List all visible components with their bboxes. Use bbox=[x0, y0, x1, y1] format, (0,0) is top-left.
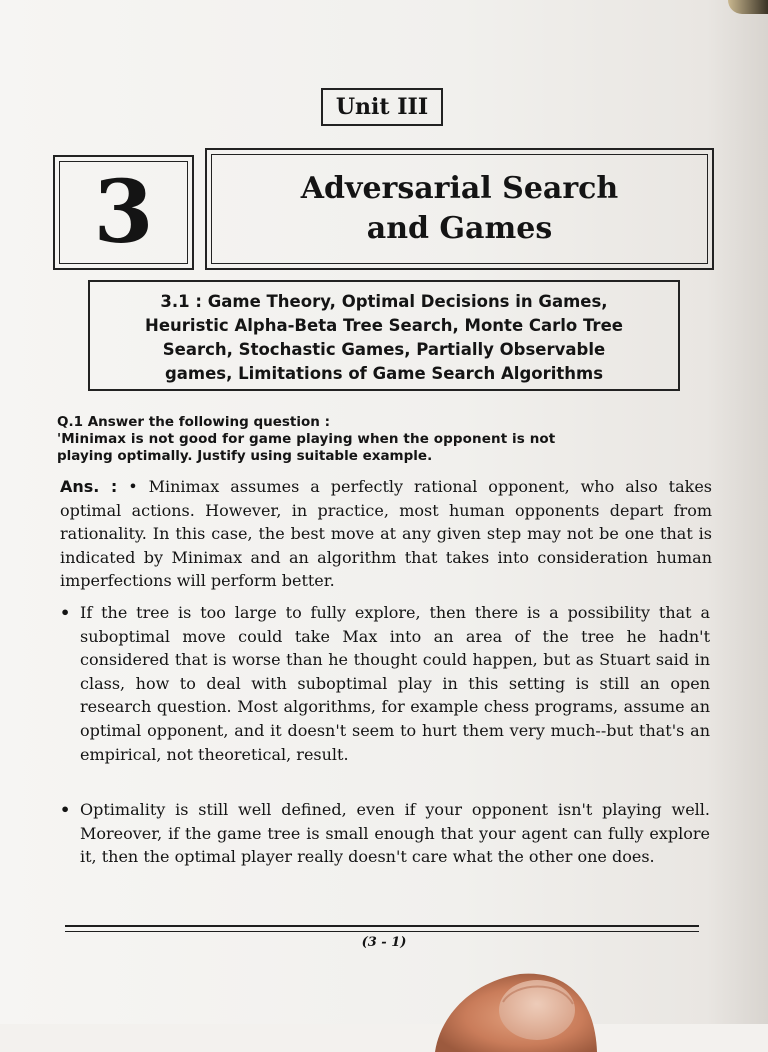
thumb-image bbox=[425, 962, 600, 1052]
question-line-2: playing optimally. Justify using suitable example. bbox=[57, 448, 433, 464]
answer-text: • Minimax assumes a perfectly rational opponent, who also takes optimal actions. However, in practice, most human opponents depart from rationality. In this case, the best move at any given step may not be one that is indicated by Minimax and an algorithm that takes into consideration human imperfections will perform better. bbox=[60, 477, 713, 590]
page-number: (3 - 1) bbox=[361, 935, 407, 950]
chapter-title-line-1: Adversarial Search bbox=[300, 171, 619, 206]
chapter-title-line-2: and Games bbox=[366, 211, 553, 246]
question-line-1: 'Minimax is not good for game playing when the opponent is not bbox=[57, 431, 556, 447]
answer-bullet-1 bbox=[60, 601, 710, 766]
chapter-number-box bbox=[53, 155, 194, 270]
answer-bullet-1-text: If the tree is too large to fully explore, then there is a possibility that a suboptimal move could take Max into an area of the tree he hadn't considered that is worse than he thought could happen, but as Stuart said in class, how to deal with suboptimal play in this setting is still an open research question. Most algorithms, for example chess programs, assume an optimal opponent, and it doesn't seem to hurt them very much--but that's an empirical, not theoretical, result. bbox=[80, 603, 710, 764]
answer-label: Ans. : bbox=[60, 477, 118, 496]
answer-bullet-2-text: Optimality is still well defined, even if your opponent isn't playing well. Moreover, if the game tree is small enough that your agent can fully explore it, then the optimal player really doesn't care what the other one does. bbox=[80, 800, 710, 867]
unit-label bbox=[321, 88, 443, 126]
footer-rule bbox=[65, 925, 699, 927]
unit-text: Unit III bbox=[335, 94, 429, 120]
answer-bullet-2 bbox=[60, 798, 710, 869]
section-topics-box bbox=[88, 280, 680, 391]
question-label: Q.1 Answer the following question : bbox=[57, 414, 330, 430]
topics-line-2: Heuristic Alpha-Beta Tree Search, Monte Carlo Tree bbox=[145, 316, 623, 335]
chapter-number: 3 bbox=[59, 161, 188, 264]
page-edge-shadow bbox=[728, 0, 768, 14]
topics-line-4: games, Limitations of Game Search Algorithms bbox=[164, 364, 604, 383]
chapter-title-box bbox=[205, 148, 714, 270]
answer-paragraph bbox=[60, 475, 712, 593]
topics-line-3: Search, Stochastic Games, Partially Observable bbox=[162, 340, 606, 359]
footer-rule-thin bbox=[65, 931, 699, 932]
question-block bbox=[57, 414, 707, 465]
topics-line-1: 3.1 : Game Theory, Optimal Decisions in Games, bbox=[160, 292, 608, 311]
bullet-dot-icon: • bbox=[60, 603, 71, 622]
chapter-title bbox=[211, 154, 708, 264]
bullet-dot-icon: • bbox=[60, 800, 71, 819]
